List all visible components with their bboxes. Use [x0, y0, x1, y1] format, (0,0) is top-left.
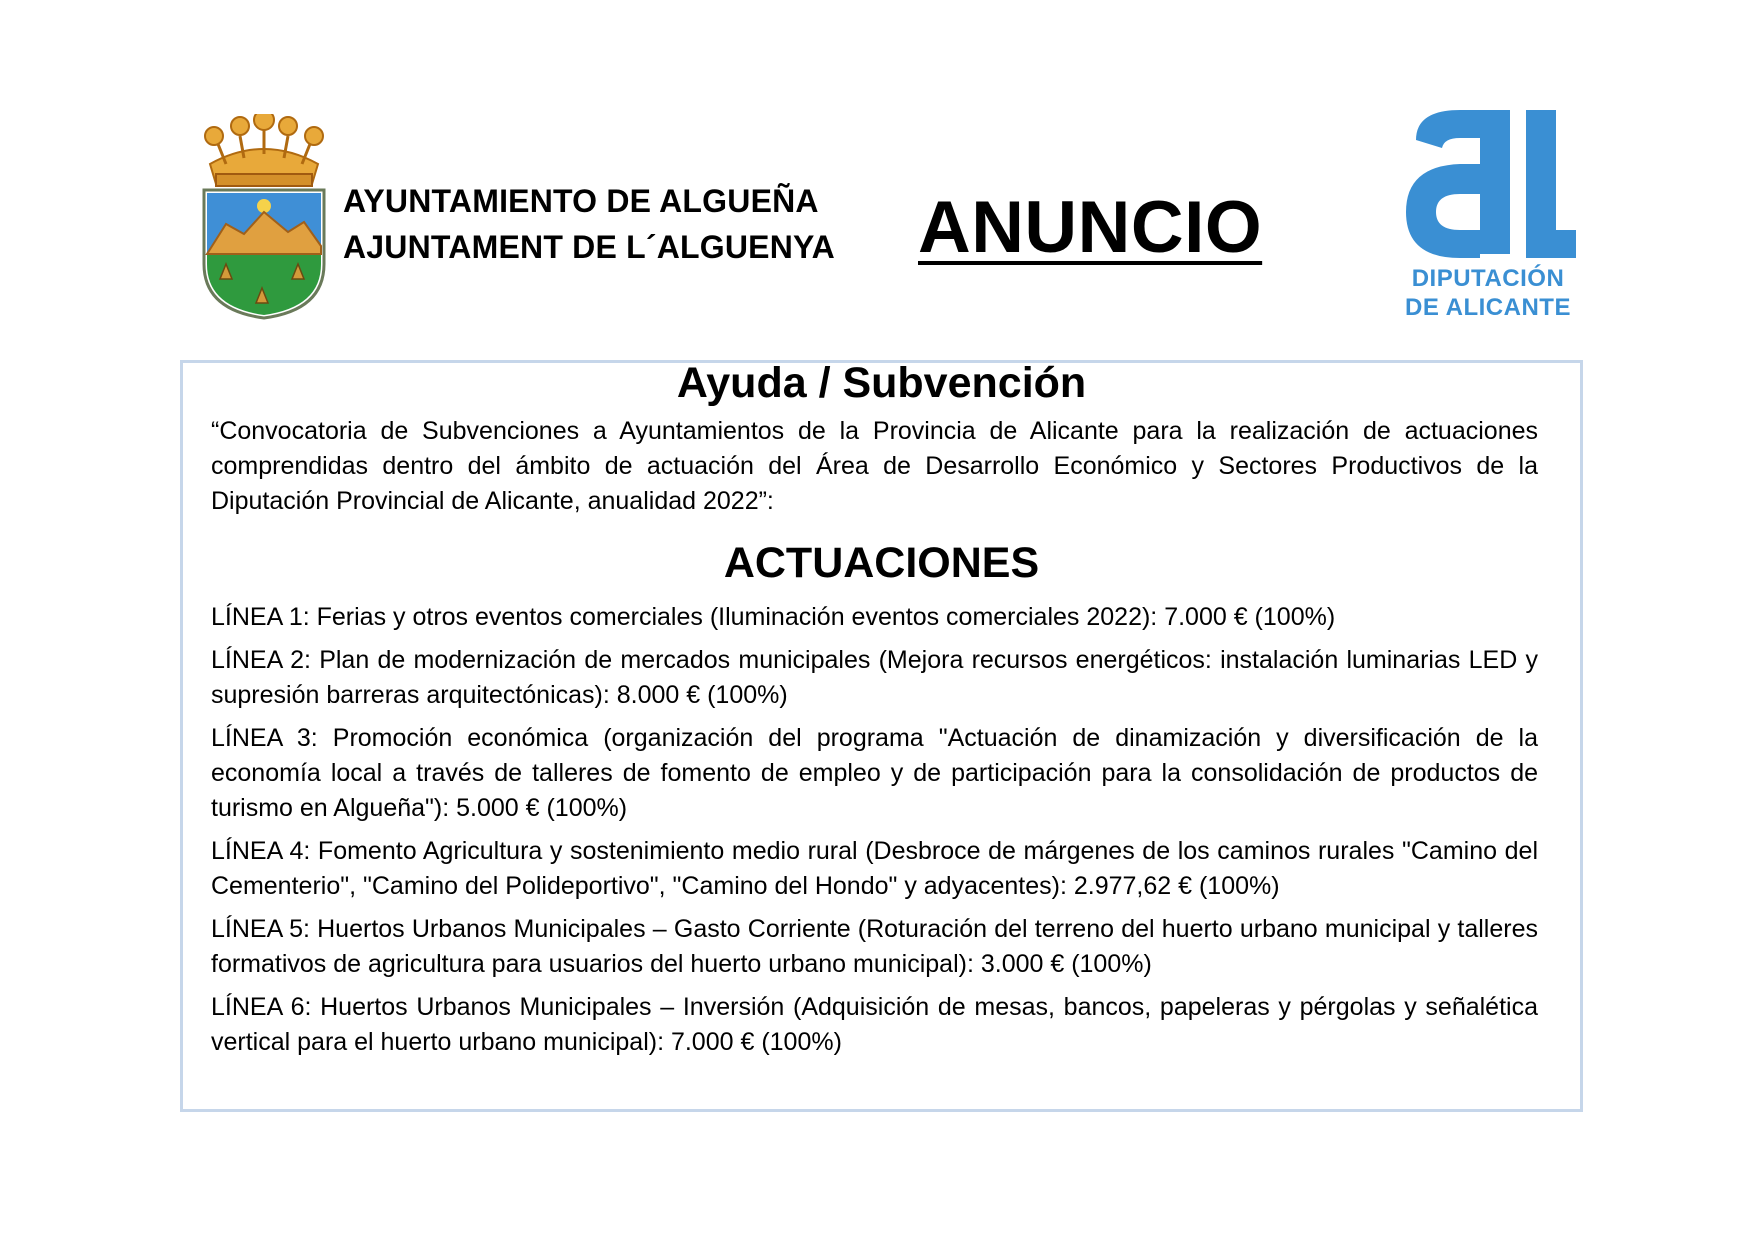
- action-line-4: LÍNEA 4: Fomento Agricultura y sostenimiento medio rural (Desbroce de márgenes de los caminos rurales "Camino del Cementerio", "Camino del Polideportivo", "Camino del Hondo" y adyacentes): 2.977,62 € (100%): [211, 837, 1538, 900]
- action-line-1: LÍNEA 1: Ferias y otros eventos comerciales (Iluminación eventos comerciales 2022): 7.000 € (100%): [211, 603, 1336, 631]
- actions-heading: ACTUACIONES: [723, 539, 1040, 587]
- diputacion-name-line2: DE ALICANTE: [1405, 294, 1571, 321]
- municipality-name: [343, 178, 835, 270]
- actions-list: [211, 600, 1538, 1068]
- coat-of-arms-icon: [196, 114, 332, 320]
- action-line-2: LÍNEA 2: Plan de modernización de mercados municipales (Mejora recursos energéticos: instalación luminarias LED y supresión barreras arquitectónicas): 8.000 € (100%): [211, 646, 1538, 709]
- action-line-6: LÍNEA 6: Huertos Urbanos Municipales – Inversión (Adquisición de mesas, bancos, papeleras y pérgolas y señalética vertical para el huerto urbano municipal): 7.000 € (100%): [211, 993, 1538, 1056]
- action-line-5: LÍNEA 5: Huertos Urbanos Municipales – Gasto Corriente (Roturación del terreno del huerto urbano municipal y talleres formativos de agricultura para usuarios del huerto urbano municipal): 3.000 € (100%): [211, 915, 1538, 978]
- diputacion-name-line1: DIPUTACIÓN: [1411, 265, 1565, 292]
- notice-intro: “Convocatoria de Subvenciones a Ayuntamientos de la Provincia de Alicante para la realización de actuaciones comprendidas dentro del ámbito de actuación del Área de Desarrollo Económico y Sectores Productivos de la Diputación Provincial de Alicante, anualidad 2022”:: [211, 417, 1538, 515]
- action-line-3: LÍNEA 3: Promoción económica (organización del programa "Actuación de dinamización y diversificación de la economía local a través de talleres de fomento de empleo y de participación para la consolidación de productos de turismo en Algueña"): 5.000 € (100%): [211, 724, 1538, 822]
- notice-heading: Ayuda / Subvención: [676, 359, 1087, 407]
- municipality-name-es: AYUNTAMIENTO DE ALGUEÑA: [343, 183, 819, 219]
- municipality-name-va: AJUNTAMENT DE L´ALGUENYA: [343, 229, 835, 265]
- page-title: ANUNCIO: [918, 187, 1263, 268]
- diputacion-name: [1398, 264, 1578, 322]
